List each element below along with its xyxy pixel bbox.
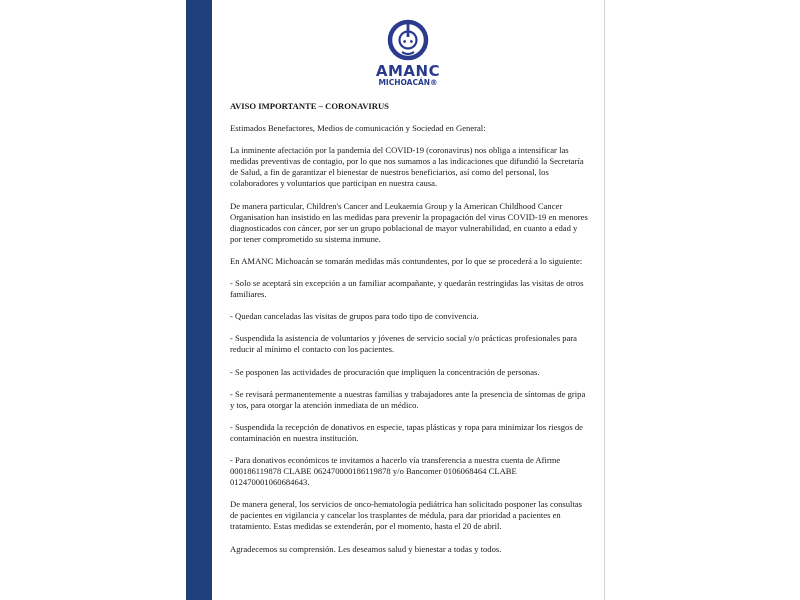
measure-item: - Quedan canceladas las visitas de grupos para todo tipo de convivencia. [230,311,479,322]
document-page [212,0,604,600]
measure-item: - Se revisará permanentemente a nuestras familias y trabajadores ante la presencia de síntomas de gripa y tos, para otorgar la atención inmediata de un médico. [230,388,586,410]
brand-name: AMANC [375,62,441,80]
left-border-bar [186,0,212,600]
right-page-edge [604,0,615,600]
measure-item: - Suspendida la asistencia de voluntarios y jóvenes de servicio social y/o prácticas profesionales para reducir al mínimo el contacto con los pacientes. [230,333,577,355]
notice-paragraph: En AMANC Michoacán se tomarán medidas más contundentes, por lo que se procederá a lo siguiente: [230,255,583,266]
notice-paragraph: De manera particular, Children's Cancer and Leukaemia Group y la American Childhood Cancer Organisation han insistido en las medidas para prevenir la propagación del virus COVID-19 en menores diagnosticados con cáncer, por ser un grupo poblacional de mayor vulnerabilidad, en cuanto a edad y por tener comprometido su sistema inmune. [230,200,588,244]
closing-line: Agradecemos su comprensión. Les deseamos salud y bienestar a todas y todos. [230,543,502,554]
notice-title: AVISO IMPORTANTE – CORONAVIRUS [230,101,389,111]
notice-paragraph: La inminente afectación por la pandemia del COVID-19 (coronavirus) nos obliga a intensificar las medidas preventivas de contagio, por lo que nos sumamos a las indicaciones que difundió la Secretaría de Salud, a fin de garantizar el bienestar de nuestros beneficiarios, así como del personal, los colaboradores y voluntarios que participan en nuestra causa. [230,145,584,189]
notice-greeting: Estimados Benefactores, Medios de comunicación y Sociedad en General: [230,123,486,134]
brand-subtitle: MICHOACÁN® [378,78,438,87]
notice-body [230,101,590,566]
measure-item: - Se posponen las actividades de procuración que impliquen la concentración de personas. [230,366,540,377]
amanc-logo [370,18,446,90]
notice-paragraph: De manera general, los servicios de onco-hematología pediátrica han solicitado posponer las consultas de pacientes en vigilancia y cancelar los trasplantes de médula, para dar prioridad a pacientes en tratamiento. Estas medidas se extenderán, por el momento, hasta el 20 de abril. [230,499,582,532]
donation-info: - Para donativos económicos te invitamos a hacerlo vía transferencia a nuestra cuenta de Afirme 000186119878 CLABE 062470000186119878 y/o Bancomer 0106068464 CLABE 012470001060684643. [230,454,561,488]
measure-item: - Solo se aceptará sin excepción a un familiar acompañante, y quedarán restringidas las visitas de otros familiares. [230,278,584,300]
measure-item: - Suspendida la recepción de donativos en especie, tapas plásticas y ropa para minimizar los riesgos de contaminación en nuestra institución. [230,421,583,443]
amanc-emblem-icon [386,18,430,62]
